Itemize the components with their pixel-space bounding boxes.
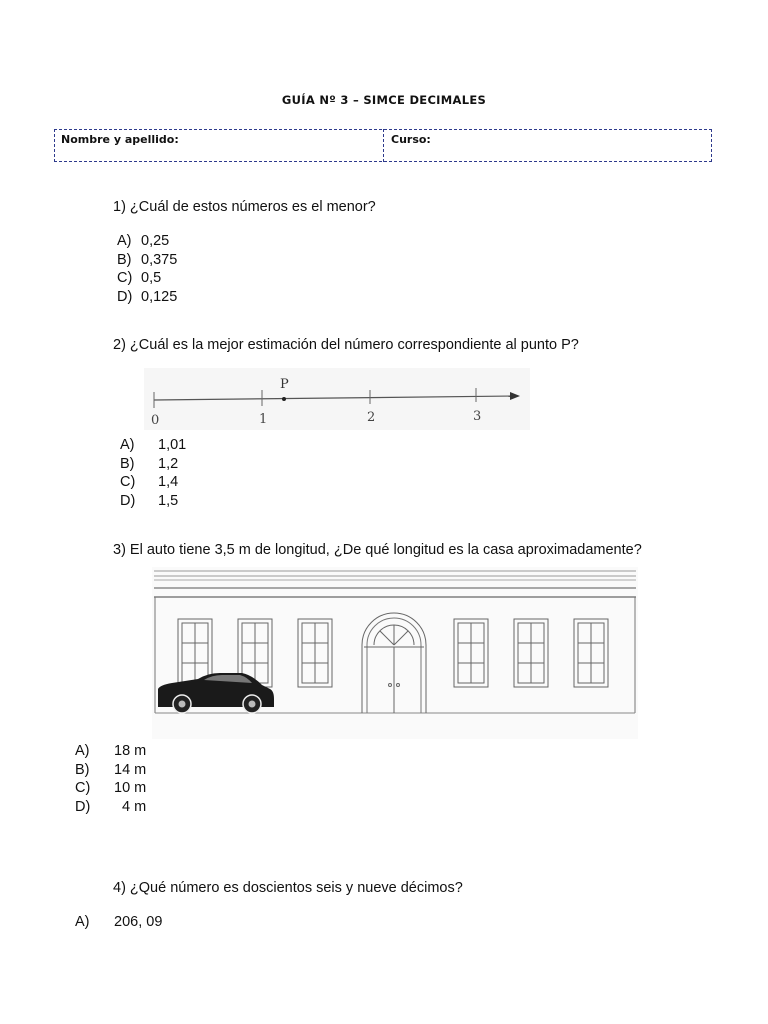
- tick-label-2: 2: [367, 410, 376, 425]
- question-3: 3) El auto tiene 3,5 m de longitud, ¿De qué longitud es la casa aproximadamente?: [113, 542, 642, 558]
- q2-option-c: C) 1,4: [120, 474, 179, 490]
- house-and-car-illustration: [152, 567, 638, 739]
- question-2: 2) ¿Cuál es la mejor estimación del número correspondiente al punto P?: [113, 337, 579, 353]
- page-title: GUÍA Nº 3 – SIMCE DECIMALES: [281, 93, 487, 107]
- box-divider: [383, 129, 384, 162]
- q2-option-b: B) 1,2: [120, 455, 179, 472]
- tick-label-0: 0: [151, 413, 160, 428]
- q3-option-c: C) 10 m: [75, 780, 147, 796]
- q1-option-a: A) 0,25: [117, 233, 170, 249]
- q1-option-c: C) 0,5: [117, 270, 162, 286]
- q2-options: [120, 436, 186, 510]
- q1-options: [117, 232, 177, 306]
- question-4: 4) ¿Qué número es doscientos seis y nueve décimos?: [113, 880, 463, 896]
- q3-option-a: A) 18 m: [75, 743, 147, 759]
- q1-option-d: D) 0,125: [117, 288, 178, 305]
- q3-option-b: B) 14 m: [75, 761, 147, 778]
- name-label: Nombre y apellido:: [61, 133, 179, 146]
- question-1: 1) ¿Cuál de estos números es el menor?: [113, 199, 376, 215]
- q3-option-d: D) 4 m: [75, 798, 147, 815]
- q4-options: [75, 913, 162, 932]
- number-line: [144, 368, 530, 430]
- tick-label-3: 3: [473, 409, 482, 424]
- q4-option-a: A) 206, 09: [75, 914, 163, 930]
- q2-option-d: D) 1,5: [120, 492, 179, 509]
- q3-options: [75, 742, 146, 816]
- q1-option-b: B) 0,375: [117, 251, 178, 268]
- q2-option-a: A) 1,01: [120, 437, 187, 453]
- course-label: Curso:: [391, 133, 431, 146]
- point-p-label: P: [280, 377, 289, 392]
- name-course-box: [54, 129, 712, 162]
- point-p-dot: [282, 397, 286, 401]
- tick-label-1: 1: [259, 412, 268, 427]
